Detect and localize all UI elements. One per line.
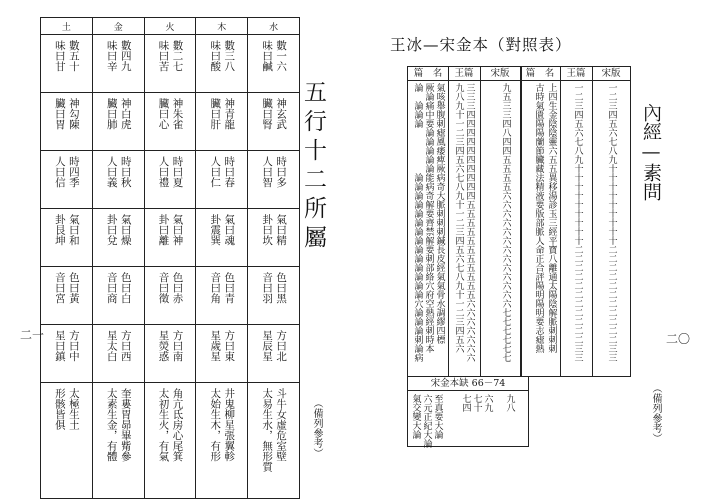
cell-text: 色曰白 [119,272,132,304]
list-item: 古時氣匱陽陽蘭節臟藏法精液要版部脈人命正合評陽明陽明要志瘧熱 [533,83,544,353]
cell-text: 數一六 [275,40,288,72]
table-cell [196,93,248,151]
cell-text: 時曰秋 [119,156,132,188]
cell-text: 人曰智 [261,156,274,188]
table-cell [92,383,144,499]
cell-text: 卦震巽 [209,214,222,246]
header-earth: 土 [41,18,93,35]
cell-text: 臟曰肝 [209,98,222,130]
table-cell [144,383,196,499]
list-item: 三三三四四四四四四四四四四五五五五五五五五五五五六六六六六六六 [464,83,475,362]
cell-text: 色曰黑 [275,272,288,304]
cell-text: 星辰星 [261,330,274,362]
page-number: 二一 [20,328,45,342]
cell-text: 井鬼柳星張翼軫 [223,388,236,462]
cell-text: 臟曰胃 [53,98,66,130]
list-item: 六九 [482,394,493,412]
table-cell [41,383,93,499]
cell-text: 臟曰心 [157,98,170,130]
table-row [41,93,300,151]
table-cell [41,209,93,267]
list-item: 氣咳舉腹刺瘧風痿痺厥病奇大脈刺刺刺鍼長皮經氣氣骨水調繆四標 [434,83,445,344]
table-cell [144,267,196,325]
list-item: 九五三三四八四四五五五五六六六六六六六六六六六六六七七七七七七 [500,83,511,362]
table-cell [92,267,144,325]
header-water: 水 [248,18,300,35]
cell-text: 味曰辛 [105,40,118,72]
cell-text: 卦曰離 [157,214,170,246]
table-cell [41,325,93,383]
cell-text: 人曰信 [53,156,66,188]
cell-text: 神朱雀 [171,98,184,130]
list-item: 氣交變大論 [410,394,421,439]
comparison-title: 王冰—宋金本（對照表） [390,36,572,54]
cell-text: 方曰北 [275,330,288,362]
cell-text: 星歲星 [209,330,222,362]
table-cell [196,383,248,499]
cell-text: 人曰義 [105,156,118,188]
table-cell [41,35,93,93]
cell-text: 卦艮坤 [53,214,66,246]
table-row [41,209,300,267]
list-item: 至真要大論 [432,394,443,439]
cell-text: 味曰苦 [157,40,170,72]
cell-text: 神白虎 [119,98,132,130]
cell-text: 氣曰魂 [223,214,236,246]
table-cell [248,267,300,325]
table-cell [196,35,248,93]
list-item: 一二三四五六七八九十十十十十十十十十二二二二二二二二二二二三三 [572,83,583,362]
cell-text: 味曰鹹 [261,40,274,72]
book-title: 內經—素問 [640,103,662,201]
cell-text: 形骸皆俱 [53,388,66,430]
cell-text: 音曰徵 [157,272,170,304]
cell-text: 星太白 [105,330,118,362]
list-item: 厥論痛中要論論論論論能病奇解要齊禁解要刺部絡穴府空熱經刺時本 [423,83,434,353]
page-title: 五行十二所屬 [300,80,326,254]
cell-text: 音曰商 [105,272,118,304]
table-cell [144,151,196,209]
series-note: （備列參考） [650,383,661,443]
cell-text: 氣曰和 [67,214,80,246]
cell-text: 方曰西 [119,330,132,362]
cell-text: 數四九 [119,40,132,72]
cell-text: 時曰夏 [171,156,184,188]
cell-text: 太極生土 [67,388,80,430]
cell-text: 斗牛女虛危室壁 [275,388,288,462]
header-wang-2: 王篇 [560,67,592,81]
table-cell [248,93,300,151]
cell-text: 臟曰腎 [261,98,274,130]
table-cell [92,151,144,209]
cell-text: 時曰春 [223,156,236,188]
cell-text: 味曰酸 [209,40,222,72]
list-item: 七十 [471,394,482,412]
cell-text: 神青龍 [223,98,236,130]
table-cell [92,35,144,93]
cell-text: 色曰赤 [171,272,184,304]
list-item: 七四 [460,394,471,412]
list-item: 九八九十一二三四五六七八九十一二三四五六七八九十一二三四五六 [453,83,464,353]
cell-text: 氣曰精 [275,214,288,246]
cell-text: 臟曰肺 [105,98,118,130]
header-fire: 火 [144,18,196,35]
cell-text: 數五十 [67,40,80,72]
table-cell [196,267,248,325]
cell-text: 味曰甘 [53,40,66,72]
cell-text: 太初生火，有氣 [157,388,170,462]
table-cell [196,209,248,267]
missing-chapters-table [407,377,529,447]
cell-text: 角亢氐房心尾箕 [171,388,184,462]
cell-text: 氣曰燥 [119,214,132,246]
cell-text: 色曰青 [223,272,236,304]
page-number: 二〇 [666,332,691,346]
table-cell [248,325,300,383]
five-elements-table [40,17,300,499]
cell-text: 卦曰坎 [261,214,274,246]
table-cell [248,151,300,209]
cell-text: 星熒惑 [157,330,170,362]
header-wang-1: 王篇 [448,67,480,81]
cell-text: 方曰東 [223,330,236,362]
header-song-2: 宋版 [592,67,630,81]
cell-text: 數二七 [171,40,184,72]
cell-text: 太易生水，無形質 [261,388,274,472]
cell-text: 音曰羽 [261,272,274,304]
table-row [41,383,300,499]
table-cell [144,325,196,383]
table-cell [144,35,196,93]
header-song-1: 宋版 [480,67,520,81]
table-cell [144,209,196,267]
missing-chapters-title: 宋金本缺 66－74 [408,377,528,391]
cell-text: 太素生金，有體 [105,388,118,462]
cell-text: 時四季 [67,156,80,188]
table-cell [248,383,300,499]
table-cell [196,151,248,209]
header-name-2: 篇 名 [520,67,560,81]
cell-text: 音曰宮 [53,272,66,304]
table-header-row [41,18,300,35]
cell-text: 氣曰神 [171,214,184,246]
cell-text: 時曰多 [275,156,288,188]
cell-text: 方曰南 [171,330,184,362]
table-cell [248,209,300,267]
series-note: （備列參考） [311,398,322,458]
comparison-table [407,66,631,377]
cell-text: 音曰角 [209,272,222,304]
cell-text: 人曰仁 [209,156,222,188]
list-item: 九八 [504,394,515,412]
cell-text: 方曰中 [67,330,80,362]
table-cell [41,93,93,151]
table-cell [92,93,144,151]
header-wood: 木 [196,18,248,35]
list-item: 六元正紀大論 [421,394,432,448]
table-row [41,325,300,383]
list-item: 一二三四五六七八九十十十十十十十十十二二二二二二二二二二二三三 [606,83,617,362]
cell-text: 太始生木，有形 [209,388,222,462]
cell-text: 數三八 [223,40,236,72]
cell-text: 卦曰兌 [105,214,118,246]
cell-text: 神玄武 [275,98,288,130]
table-cell [41,267,93,325]
table-row [41,35,300,93]
table-cell [196,325,248,383]
table-cell [144,93,196,151]
cell-text: 色曰黃 [67,272,80,304]
cell-text: 星曰鎮 [53,330,66,362]
table-cell [92,325,144,383]
table-row [41,267,300,325]
cell-text: 神勾陳 [67,98,80,130]
cell-text: 奎婁胃昴畢觜參 [119,388,132,462]
list-item: 論 論論論 論論論論論論論論論論論論論論穴論論論刺論病 [412,83,423,362]
header-metal: 金 [92,18,144,35]
table-row [41,151,300,209]
list-item: 上四生金陰陰靈六五五異移湯診玉三經平寶八離通太陽陰解脈刺刺刺 [546,83,557,353]
table-cell [41,151,93,209]
header-name-1: 篇 名 [408,67,448,81]
table-cell [248,35,300,93]
table-cell [92,209,144,267]
cell-text: 人曰禮 [157,156,170,188]
